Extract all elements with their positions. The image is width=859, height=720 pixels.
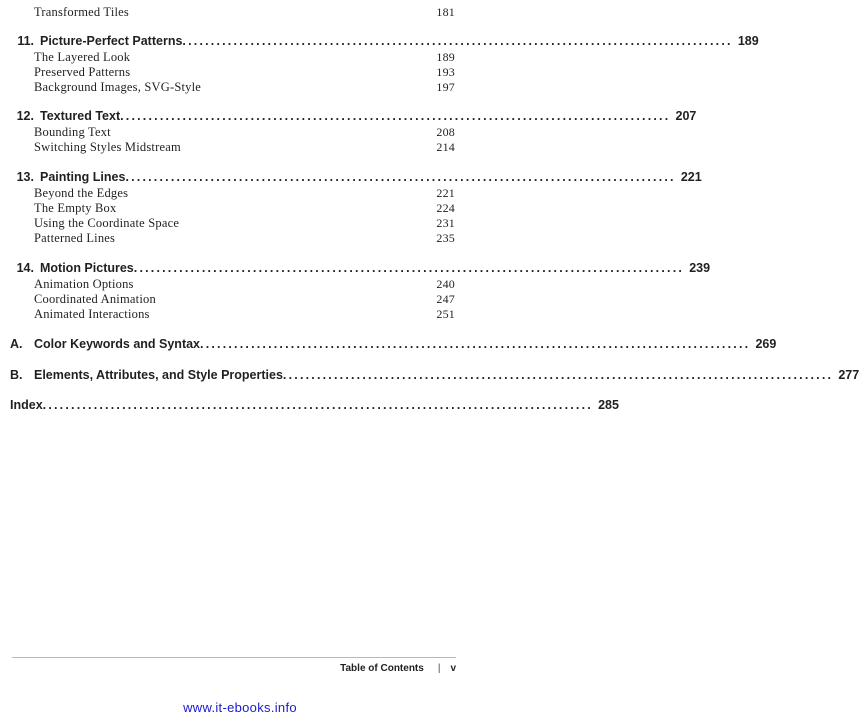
leader-dots: .................................................................................................: [133, 261, 685, 275]
chapter-number: 11.: [17, 34, 34, 48]
toc-entry-coordinated-animation[interactable]: [34, 292, 455, 307]
entry-page: 193: [436, 65, 455, 79]
entry-title: Bounding Text: [34, 125, 111, 139]
chapter-page: 207: [675, 109, 697, 123]
toc-entry-animation-options[interactable]: [34, 277, 455, 292]
chapter-page: 239: [689, 261, 711, 275]
entry-title: Patterned Lines: [34, 231, 116, 245]
toc-entry-preserved-patterns[interactable]: [34, 65, 455, 80]
entry-page: 189: [436, 50, 455, 64]
appendix-letter: B.: [10, 368, 23, 382]
chapter-number: 12.: [16, 109, 34, 123]
toc-appendix-a[interactable]: [10, 337, 777, 355]
toc-entry-animated-interactions[interactable]: [34, 307, 455, 322]
entry-page: 208: [436, 125, 455, 139]
chapter-number: 14.: [16, 261, 34, 275]
toc-appendix-b[interactable]: [10, 368, 859, 386]
toc-entry-transformed-tiles[interactable]: [34, 5, 455, 20]
footer-page-number: v: [450, 662, 456, 674]
entry-page: 240: [436, 277, 455, 291]
chapter-title: Motion Pictures: [40, 261, 134, 275]
entry-title: Background Images, SVG-Style: [34, 80, 202, 94]
toc-entry-layered-look[interactable]: [34, 50, 455, 65]
leader-dots: .................................................................................................: [182, 34, 733, 48]
leader-dots: .................................................................................................: [120, 109, 671, 123]
watermark-link[interactable]: www.it-ebooks.info: [183, 700, 297, 715]
entry-page: 231: [436, 216, 455, 230]
appendix-title: Color Keywords and Syntax: [34, 337, 201, 351]
leader-dots: .................................................................................................: [125, 170, 676, 184]
leader-dots: .................................................................................................: [42, 398, 593, 412]
entry-page: 235: [436, 231, 455, 245]
toc-entry-bounding-text[interactable]: [34, 125, 455, 140]
chapter-title: Textured Text: [40, 109, 121, 123]
entry-page: 247: [436, 292, 455, 306]
index-title: Index: [10, 398, 43, 412]
entry-page: 197: [436, 80, 455, 94]
entry-title: Animated Interactions: [34, 307, 150, 321]
entry-title: Preserved Patterns: [34, 65, 131, 79]
entry-title: Transformed Tiles: [34, 5, 129, 19]
leader-dots: .................................................................................................: [200, 337, 751, 351]
appendix-title: Elements, Attributes, and Style Properties: [34, 368, 283, 382]
entry-title: Coordinated Animation: [34, 292, 156, 306]
toc-entry-empty-box[interactable]: [34, 201, 455, 216]
chapter-title: Picture-Perfect Patterns: [40, 34, 183, 48]
toc-index[interactable]: [10, 398, 619, 416]
entry-title: The Layered Look: [34, 50, 131, 64]
entry-page: 221: [436, 186, 455, 200]
leader-dots: .................................................................................................: [282, 368, 834, 382]
toc-entry-background-images[interactable]: [34, 80, 455, 95]
toc-entry-beyond-the-edges[interactable]: [34, 186, 455, 201]
toc-entry-switching-styles[interactable]: [34, 140, 455, 155]
toc-entry-coordinate-space[interactable]: [34, 216, 455, 231]
entry-page: 181: [436, 5, 455, 19]
entry-title: The Empty Box: [34, 201, 117, 215]
entry-page: 214: [436, 140, 455, 154]
footer-separator: |: [437, 662, 441, 674]
chapter-page: 189: [737, 34, 759, 48]
appendix-letter: A.: [10, 337, 23, 351]
chapter-title: Painting Lines: [40, 170, 126, 184]
footer-rule: [12, 657, 456, 658]
page-footer: [340, 660, 456, 676]
entry-title: Beyond the Edges: [34, 186, 129, 200]
chapter-number: 13.: [16, 170, 34, 184]
toc-entry-patterned-lines[interactable]: [34, 231, 455, 246]
appendix-page: 277: [838, 368, 859, 382]
entry-title: Animation Options: [34, 277, 134, 291]
index-page: 285: [598, 398, 619, 412]
entry-page: 224: [436, 201, 455, 215]
chapter-page: 221: [680, 170, 702, 184]
footer-section-label: Table of Contents: [340, 662, 424, 674]
entry-title: Using the Coordinate Space: [34, 216, 180, 230]
entry-page: 251: [436, 307, 455, 321]
appendix-page: 269: [755, 337, 777, 351]
entry-title: Switching Styles Midstream: [34, 140, 181, 154]
